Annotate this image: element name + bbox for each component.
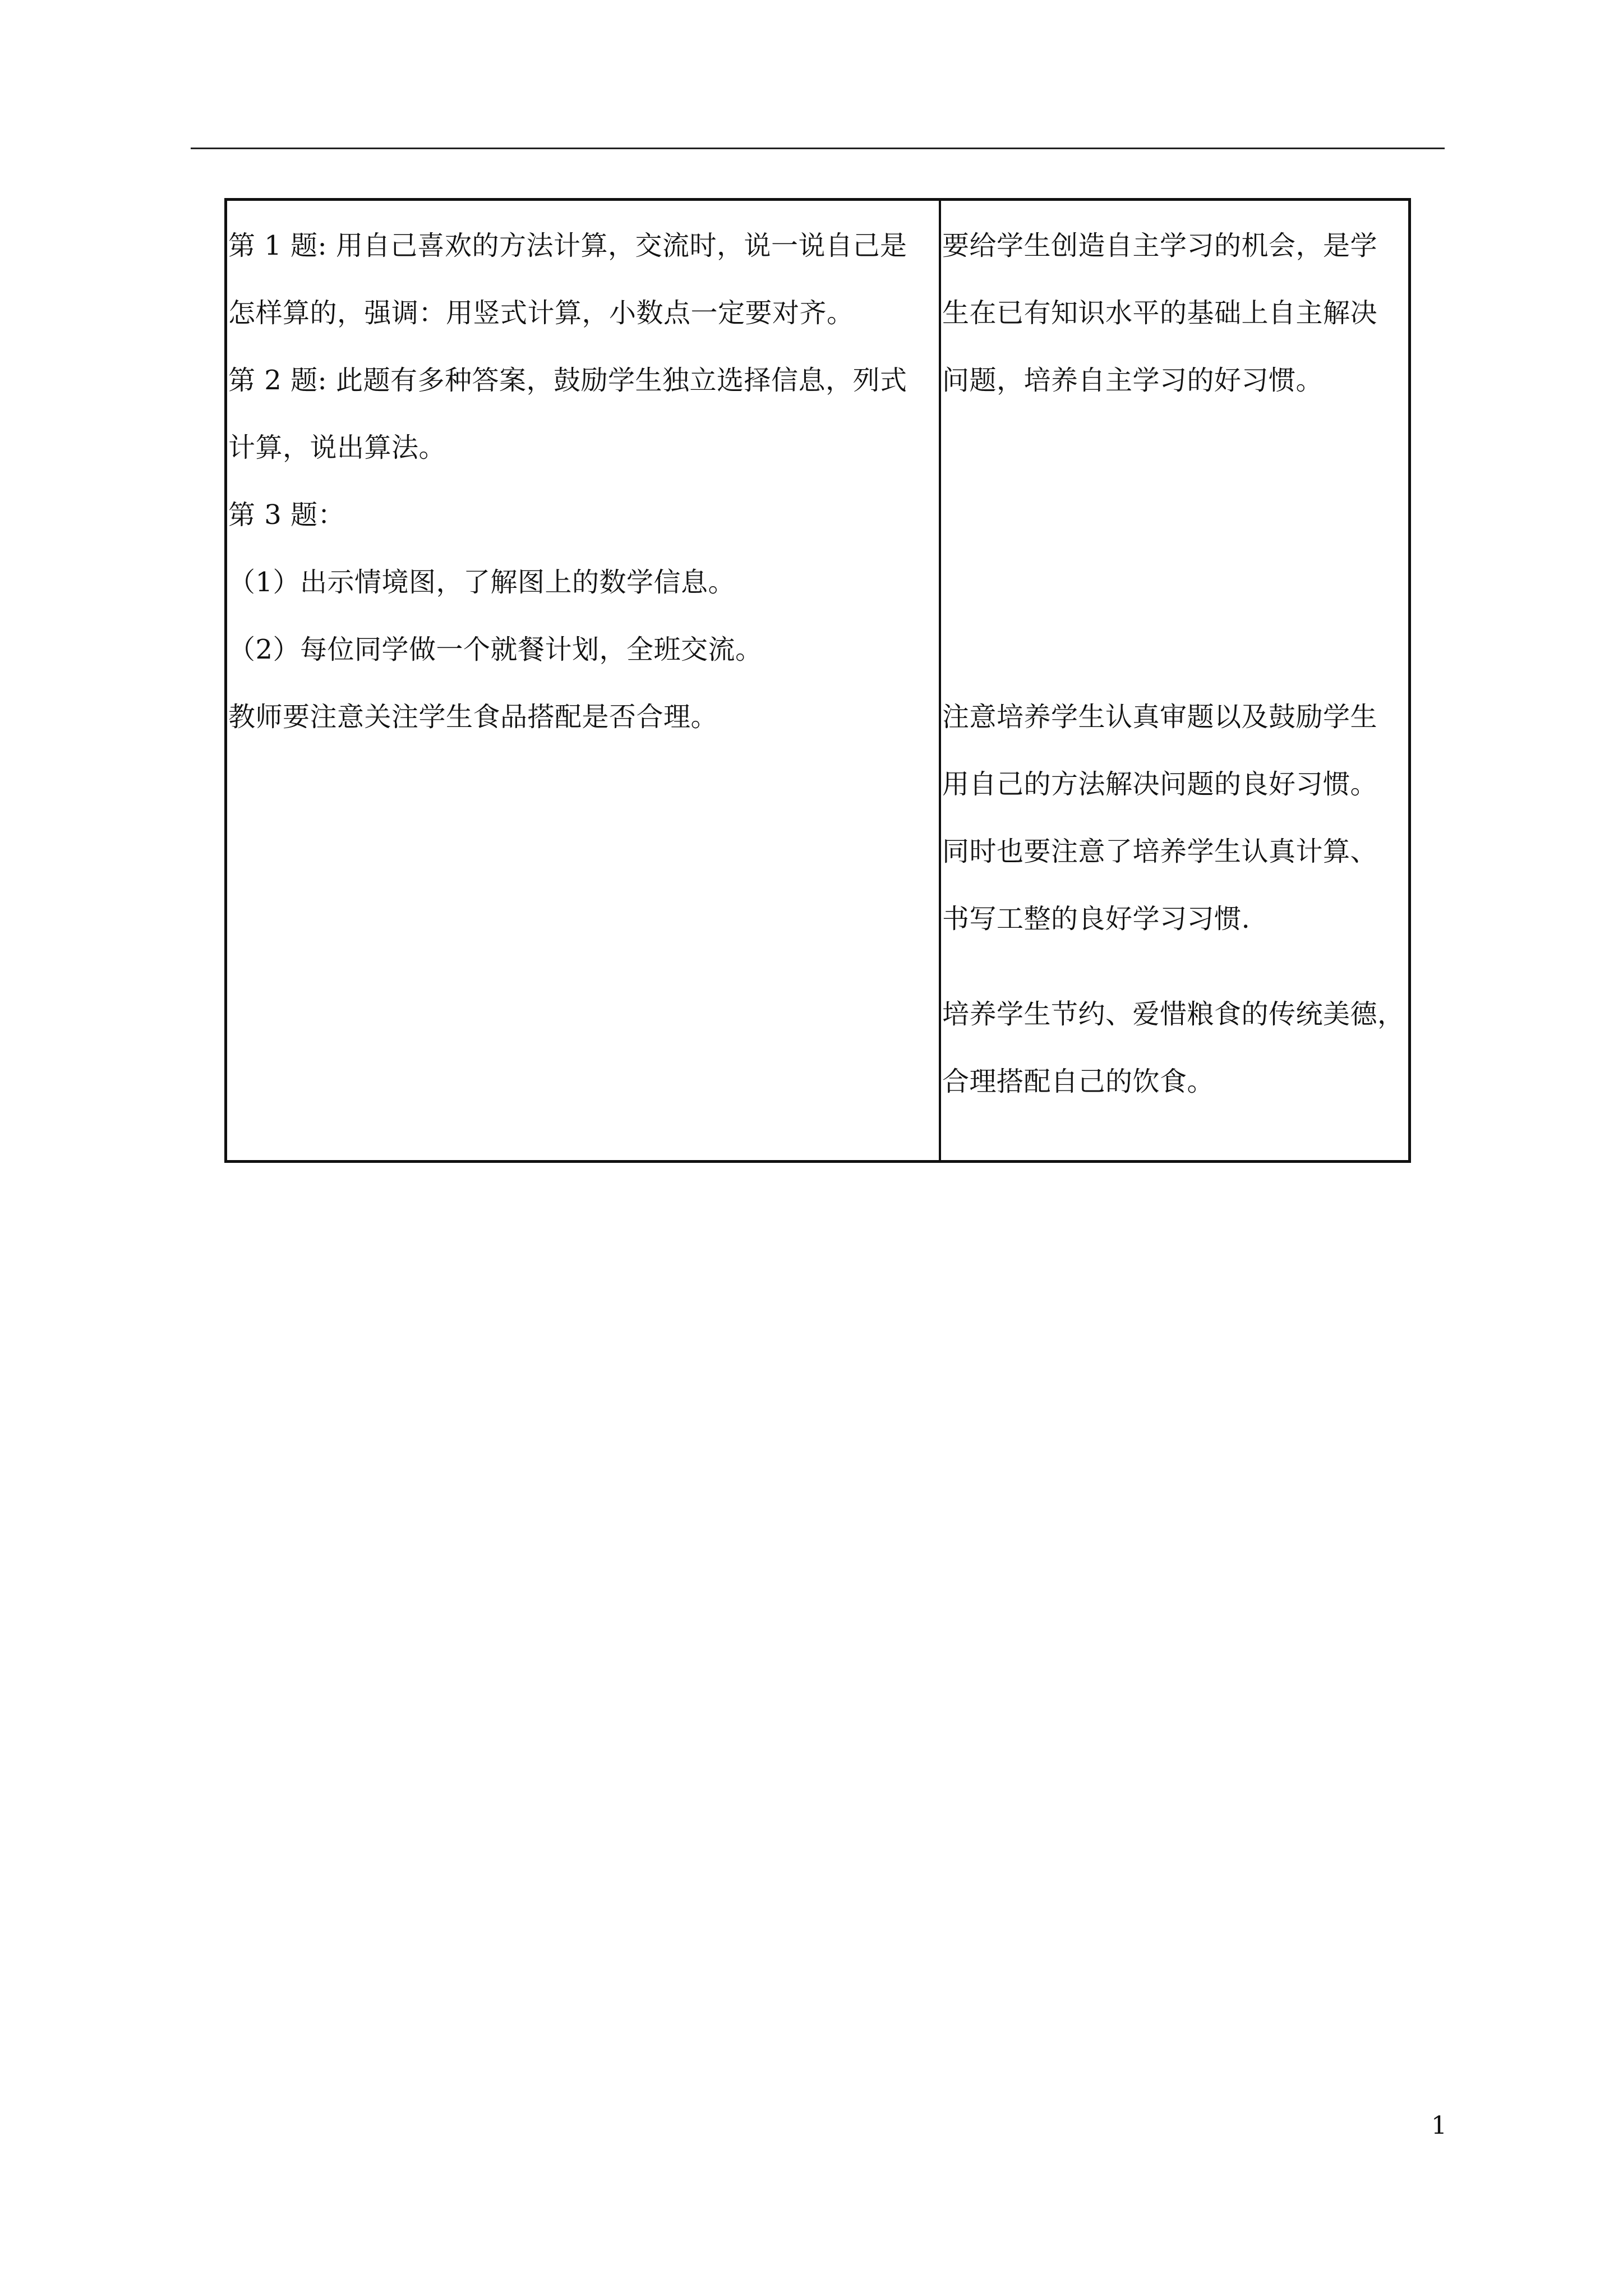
- right-line: 培养学生节约、爱惜粮食的传统美德，: [942, 999, 1405, 1030]
- right-line: 注意培养学生认真审题以及鼓励学生: [942, 701, 1378, 733]
- right-line: 同时也要注意了培养学生认真计算、: [942, 836, 1378, 867]
- left-line: 计算，说出算法。: [228, 432, 446, 463]
- left-line: 第 3 题：: [228, 499, 345, 531]
- right-line: 合理搭配自己的饮食。: [942, 1066, 1215, 1097]
- right-line: 用自己的方法解决问题的良好习惯。: [942, 769, 1378, 800]
- left-line: （1）出示情境图，了解图上的数学信息。: [228, 567, 736, 598]
- right-line: 书写工整的良好学习习惯.: [942, 903, 1251, 935]
- header-rule: [191, 148, 1445, 149]
- lesson-table: [224, 198, 1411, 1163]
- page-number: 1: [1431, 2111, 1447, 2140]
- right-line: 生在已有知识水平的基础上自主解决: [942, 297, 1378, 329]
- design-intent-column: [941, 201, 1408, 1160]
- left-line: 怎样算的，强调：用竖式计算，小数点一定要对齐。: [228, 297, 854, 329]
- teaching-process-column: [227, 201, 941, 1160]
- left-line: （2）每位同学做一个就餐计划，全班交流。: [228, 634, 763, 665]
- right-line: 要给学生创造自主学习的机会，是学: [942, 230, 1378, 261]
- right-line: 问题，培养自主学习的好习惯。: [942, 365, 1324, 396]
- left-line: 教师要注意关注学生食品搭配是否合理。: [228, 701, 718, 733]
- left-line: 第 2 题: 此题有多种答案，鼓励学生独立选择信息，列式: [228, 365, 907, 396]
- left-line: 第 1 题: 用自己喜欢的方法计算，交流时，说一说自己是: [228, 230, 907, 261]
